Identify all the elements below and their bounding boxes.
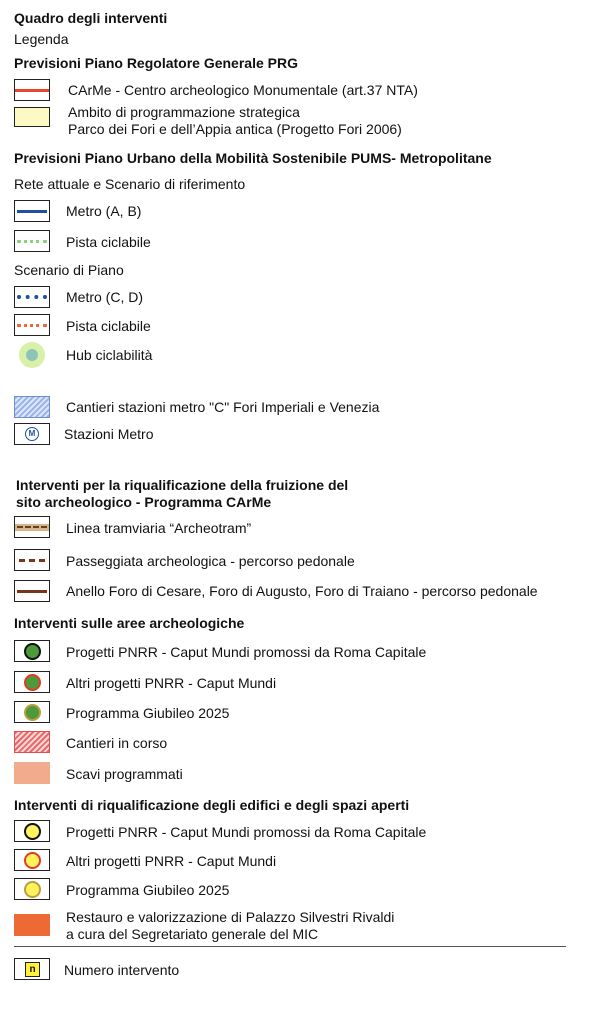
cantieri-metro-swatch (14, 396, 50, 418)
ambito-swatch (14, 107, 50, 127)
anello-swatch (14, 580, 50, 602)
edifici-pnrr-roma-swatch (14, 820, 50, 842)
aree-giubileo-label: Programma Giubileo 2025 (66, 705, 230, 721)
pums-sub-scenario: Scenario di Piano (14, 262, 124, 278)
ambito-label-line2: Parco dei Fori e dell’Appia antica (Progetto Fori 2006) (68, 121, 402, 137)
scavi-programmati-label: Scavi programmati (66, 766, 183, 782)
pista-planned-swatch (14, 314, 50, 336)
scavi-programmati-swatch (14, 762, 50, 784)
numero-intervento-swatch (14, 958, 50, 980)
section-edifici-title: Interventi di riqualificazione degli edifici e degli spazi aperti (14, 797, 410, 813)
metro-ab-label: Metro (A, B) (66, 203, 142, 219)
section-carme-title-line1: Interventi per la riqualificazione della fruizione del (16, 477, 349, 493)
edifici-pnrr-altri-swatch (14, 849, 50, 871)
numero-badge-icon: n (25, 962, 40, 977)
section-pums-title: Previsioni Piano Urbano della Mobilità Sostenibile PUMS- Metropolitane (14, 150, 492, 166)
metro-station-icon: M (25, 427, 39, 441)
legend-label: Legenda (14, 31, 69, 47)
pista-planned-label: Pista ciclabile (66, 318, 151, 334)
edifici-pnrr-altri-label: Altri progetti PNRR - Caput Mundi (66, 853, 277, 869)
numero-intervento-label: Numero intervento (64, 962, 180, 978)
aree-pnrr-roma-label: Progetti PNRR - Caput Mundi promossi da Roma Capitale (66, 644, 427, 660)
pista-existing-swatch (14, 230, 50, 252)
legend-divider (14, 946, 566, 947)
carme-label: CArMe - Centro archeologico Monumentale (art.37 NTA) (68, 82, 418, 98)
aree-giubileo-swatch (14, 701, 50, 723)
stazioni-metro-label: Stazioni Metro (64, 426, 154, 442)
edifici-pnrr-roma-label: Progetti PNRR - Caput Mundi promossi da Roma Capitale (66, 824, 427, 840)
restauro-swatch (14, 914, 50, 936)
archeotram-swatch (14, 516, 50, 538)
legend-title: Quadro degli interventi (14, 10, 168, 26)
cantieri-in-corso-swatch (14, 731, 50, 753)
archeotram-label: Linea tramviaria “Archeotram” (66, 520, 252, 536)
aree-pnrr-altri-swatch (14, 671, 50, 693)
restauro-label-line1: Restauro e valorizzazione di Palazzo Silvestri Rivaldi (66, 909, 395, 925)
metro-cd-swatch (14, 286, 50, 308)
pista-existing-label: Pista ciclabile (66, 234, 151, 250)
passeggiata-swatch (14, 549, 50, 571)
section-aree-title: Interventi sulle aree archeologiche (14, 615, 245, 631)
passeggiata-label: Passeggiata archeologica - percorso pedonale (66, 553, 355, 569)
carme-boundary-swatch (14, 79, 50, 101)
metro-ab-swatch (14, 200, 50, 222)
hub-label: Hub ciclabilità (66, 347, 153, 363)
edifici-giubileo-label: Programma Giubileo 2025 (66, 882, 230, 898)
section-prg-title: Previsioni Piano Regolatore Generale PRG (14, 55, 298, 71)
anello-label: Anello Foro di Cesare, Foro di Augusto, Foro di Traiano - percorso pedonale (66, 583, 538, 599)
metro-cd-label: Metro (C, D) (66, 289, 143, 305)
restauro-label-line2: a cura del Segretariato generale del MIC (66, 926, 319, 942)
edifici-giubileo-swatch (14, 878, 50, 900)
hub-ciclabilita-icon (14, 342, 50, 368)
stazioni-metro-swatch (14, 423, 50, 445)
cantieri-metro-label: Cantieri stazioni metro "C" Fori Imperiali e Venezia (66, 399, 380, 415)
pums-sub-rete: Rete attuale e Scenario di riferimento (14, 176, 246, 192)
aree-pnrr-altri-label: Altri progetti PNRR - Caput Mundi (66, 675, 277, 691)
aree-pnrr-roma-swatch (14, 640, 50, 662)
ambito-label-line1: Ambito di programmazione strategica (68, 104, 300, 120)
section-carme-title-line2: sito archeologico - Programma CArMe (16, 494, 272, 510)
cantieri-in-corso-label: Cantieri in corso (66, 735, 168, 751)
